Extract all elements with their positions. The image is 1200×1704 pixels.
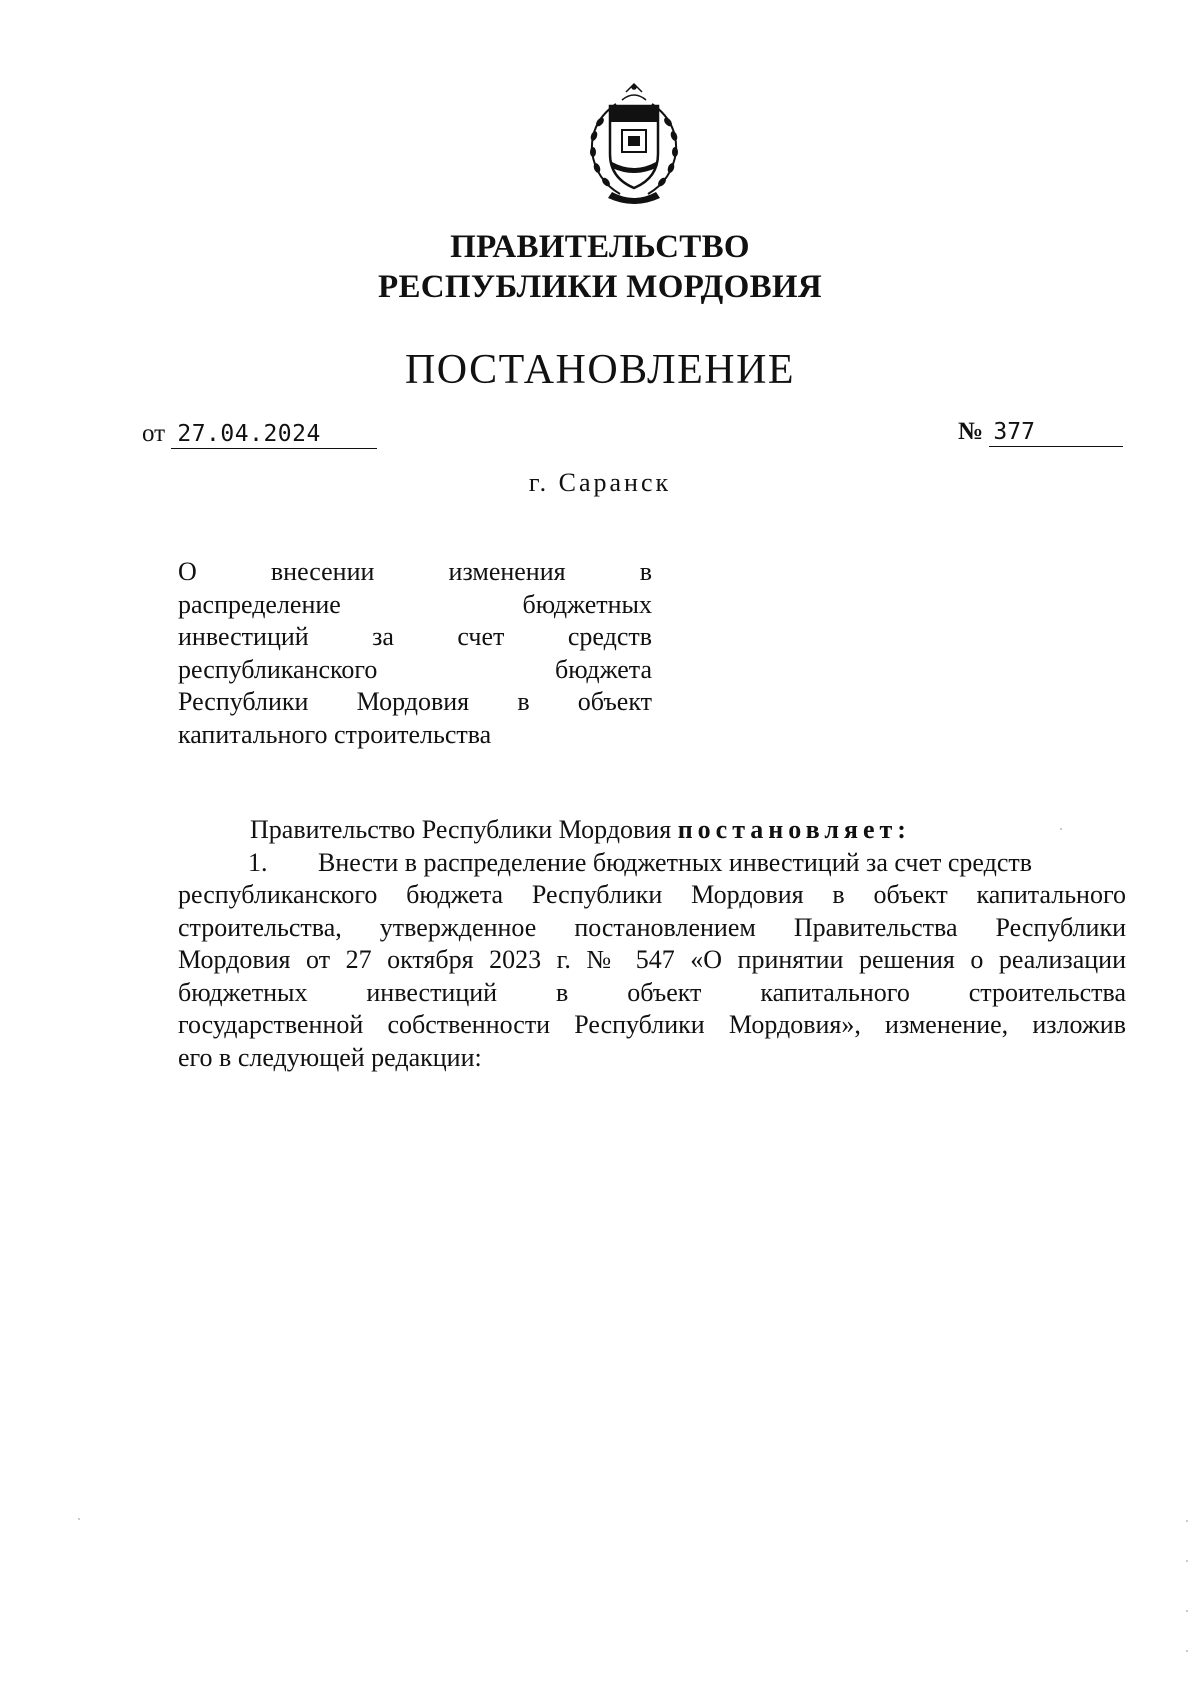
scan-artifact — [1186, 1610, 1188, 1612]
scan-artifact — [1186, 1650, 1188, 1652]
coat-of-arms-emblem — [576, 82, 692, 206]
subject-line: О внесении изменения в — [178, 557, 652, 586]
preamble-text: Правительство Республики Мордовия — [250, 815, 678, 844]
item-line: Мордовия от 27 октября 2023 г. № 547 «О принятии решения о реализации — [178, 945, 1126, 974]
item-line: строительства, утвержденное постановлением Правительства Республики — [178, 912, 1126, 942]
scan-artifact — [1060, 828, 1062, 830]
item-text: Внести в распределение бюджетных инвестиций за счет средств — [318, 847, 1032, 877]
date-line — [142, 420, 377, 449]
subject-line: распределение бюджетных — [178, 589, 652, 619]
date-label: от — [142, 420, 166, 447]
item-number: 1. — [248, 847, 268, 877]
document-body — [178, 814, 1126, 1074]
item-line: государственной собственности Республики Мордовия», изменение, изложив — [178, 1010, 1126, 1039]
subject-line: республиканского бюджета — [178, 654, 652, 684]
item-line: его в следующей редакции: — [178, 1042, 482, 1072]
subject-line: капитального строительства — [178, 719, 492, 749]
scan-artifact — [78, 1518, 80, 1520]
government-title-line2: РЕСПУБЛИКИ МОРДОВИЯ — [377, 269, 822, 305]
number-line — [958, 418, 1123, 447]
city-name: г. Саранск — [528, 468, 672, 497]
scan-artifact — [1186, 1520, 1188, 1522]
government-title-line1: ПРАВИТЕЛЬСТВО — [450, 229, 750, 265]
scan-artifact — [1186, 1560, 1188, 1562]
preamble-line — [178, 814, 1126, 847]
document-type-title: ПОСТАНОВЛЕНИЕ — [404, 347, 796, 393]
subject-line: Республики Мордовия в объект — [178, 687, 652, 716]
document-date: 27.04.2024 — [171, 420, 377, 449]
item-line — [178, 847, 1126, 880]
number-label: № — [958, 418, 984, 445]
document-number: 377 — [989, 418, 1123, 447]
document-subject — [178, 556, 652, 751]
preamble-decision: постановляет: — [677, 815, 911, 844]
item-line: бюджетных инвестиций в объект капитального строительства — [178, 977, 1126, 1007]
item-line: республиканского бюджета Республики Мордовия в объект капитального — [178, 880, 1126, 909]
subject-line: инвестиций за счет средств — [178, 622, 652, 651]
